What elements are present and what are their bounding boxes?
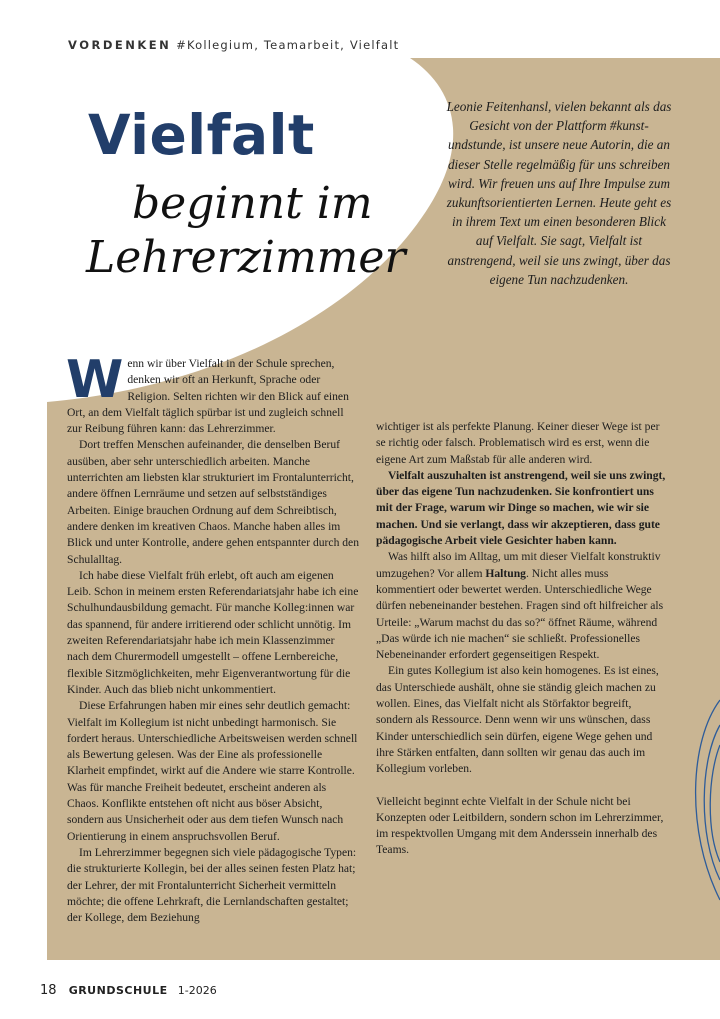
- paragraph-7-post: . Nicht alles muss kommentiert oder bewertet werden. Unterschiedliche Wege dürfen nebeneinander bestehen. Fragen sind oft hilfreicher als Urteile: „Warum machst du das so?“ öffnet Räume, während „Das würde ich nie machen“ sie schließt. Professionelles Nebeneinander erfordert gegenseitigen Respekt.: [376, 566, 664, 662]
- paragraph-6: [376, 468, 670, 549]
- paragraph-1: [66, 350, 359, 437]
- paragraph-8: Ein gutes Kollegium ist also kein homogenes. Es ist eines, das Unterschiede aushält, ohne sie ständig gleich machen zu wollen. Eines, das Vielfalt nicht als Störfaktor begreift, sondern als Ressource. Denn wenn wir uns wünschen, dass Kinder unterschiedlich sein dürfen, eigene Wege gehen und ihre Stärken entfalten, dann sollten wir genau das auch im Kollegium vorleben.: [376, 664, 659, 776]
- article-title-line3: Lehrerzimmer: [86, 232, 406, 283]
- paragraph-7-bold: Haltung: [485, 566, 526, 580]
- section-header: [68, 38, 399, 52]
- drop-cap: W: [66, 350, 124, 410]
- paragraph-7-pre: Was hilft also im Alltag, um mit dieser Vielfalt konstruktiv umzugehen? Vor allem: [376, 550, 661, 580]
- paragraph-5-continued: wichtiger ist als perfekte Planung. Keiner dieser Wege ist per se richtig oder falsch. Problematisch wird es erst, wenn die eigene Art zum Maßstab für alle anderen wird.: [376, 420, 660, 466]
- section-tags: #Kollegium, Teamarbeit, Vielfalt: [176, 38, 400, 52]
- magazine-name: GRUNDSCHULE: [68, 984, 168, 997]
- paragraph-1-text: enn wir über Vielfalt in der Schule sprechen, denken wir oft an Herkunft, Sprache oder Religion. Selten richten wir den Blick auf einen Ort, an dem Vielfalt täglich spürbar ist und zugleich schnell zur Reibung führen kann: das Lehrerzimmer.: [67, 357, 349, 436]
- paragraph-4: Diese Erfahrungen haben mir eines sehr deutlich gemacht: Vielfalt im Kollegium ist nicht unbedingt harmonisch. Sie fordert heraus. Unterschiedliche Arbeitsweisen werden schnell als Bewertung gelesen. Was der Eine als professionelle Klarheit empfindet, wirkt auf die Andere wie starre Kontrolle. Was für manche Freiheit bedeutet, erscheint anderen als Chaos. Konflikte entstehen oft nicht aus böser Absicht, sondern aus Unsicherheit oder aus dem tiefen Wunsch nach Orientierung in einem anspruchsvollen Beruf.: [67, 699, 358, 843]
- section-label: VORDENKEN: [68, 38, 172, 52]
- paragraph-2: Dort treffen Menschen aufeinander, die denselben Beruf ausüben, aber sehr unterschiedlich arbeiten. Manche unterrichten am liebsten klar strukturiert im Frontalunterricht, andere öffnen Lernräume und setzen auf selbstständiges Arbeiten. Einige brauchen Ordnung auf dem Schreibtisch, andere denken im kreativen Chaos. Manche haben alles im Blick und unter Kontrolle, andere gehen entspannter durch den Schulalltag.: [67, 438, 360, 566]
- page-number: 18: [40, 983, 57, 998]
- paragraph-7: [376, 549, 670, 663]
- issue-number: 1-2026: [177, 984, 217, 997]
- article-title: Vielfalt: [88, 103, 315, 167]
- article-column-right: [376, 419, 670, 859]
- article-title-line2: beginnt im: [132, 178, 373, 229]
- paragraph-6-bold: Vielfalt auszuhalten ist anstrengend, weil sie uns zwingt, über das eigene Tun nachzudenken. Sie konfrontiert uns mit der Frage, warum wir Dinge so machen, wie wir sie machen. Und sie verlangt, dass wir akzeptieren, dass gute pädagogische Arbeit viele Gesichter haben kann.: [376, 468, 666, 548]
- paragraph-9: Vielleicht beginnt echte Vielfalt in der Schule nicht bei Konzepten oder Leitbildern, sondern schon im Lehrerzimmer, im respektvollen Umgang mit dem Anderssein innerhalb des Teams.: [376, 794, 664, 857]
- page-footer: [40, 983, 217, 998]
- article-column-left: [66, 350, 360, 926]
- paragraph-3: Ich habe diese Vielfalt früh erlebt, oft auch am eigenen Leib. Schon in meinem ersten Referendariatsjahr habe ich eine Schulhundausbildung gemacht. Für manche Kolleg:innen war das spannend, für andere irritierend oder schlicht unnötig. Im zweiten Referendariatsjahr habe ich mein Klassenzimmer nach dem Churermodell umgestellt – offene Lernbereiche, flexible Sitzmöglichkeiten, mehr Eigenverantwortung für die Kinder. Auch das blieb nicht unkommentiert.: [67, 568, 359, 696]
- paragraph-5: Im Lehrerzimmer begegnen sich viele pädagogische Typen: die strukturierte Kollegin, bei der alles seinen festen Platz hat; der Lehrer, der mit Frontalunterricht Sicherheit vermitteln möchte; die offene Lehrkraft, die Lernlandschaften gestaltet; der Kollege, dem Beziehung: [67, 845, 357, 925]
- intro-text: Leonie Feitenhansl, vielen bekannt als das Gesicht von der Plattform #kunstundstunde, ist unsere neue Autorin, die an dieser Stelle regelmäßig für uns schreiben wird. Wir freuen uns auf Ihre Impulse zum zukunftsorientierten Lernen. Heute geht es in ihrem Text um einen besonderen Blick auf Vielfalt. Sie sagt, Vielfalt ist anstrengend, weil sie uns zwingt, über das eigene Tun nachzudenken.: [446, 99, 672, 287]
